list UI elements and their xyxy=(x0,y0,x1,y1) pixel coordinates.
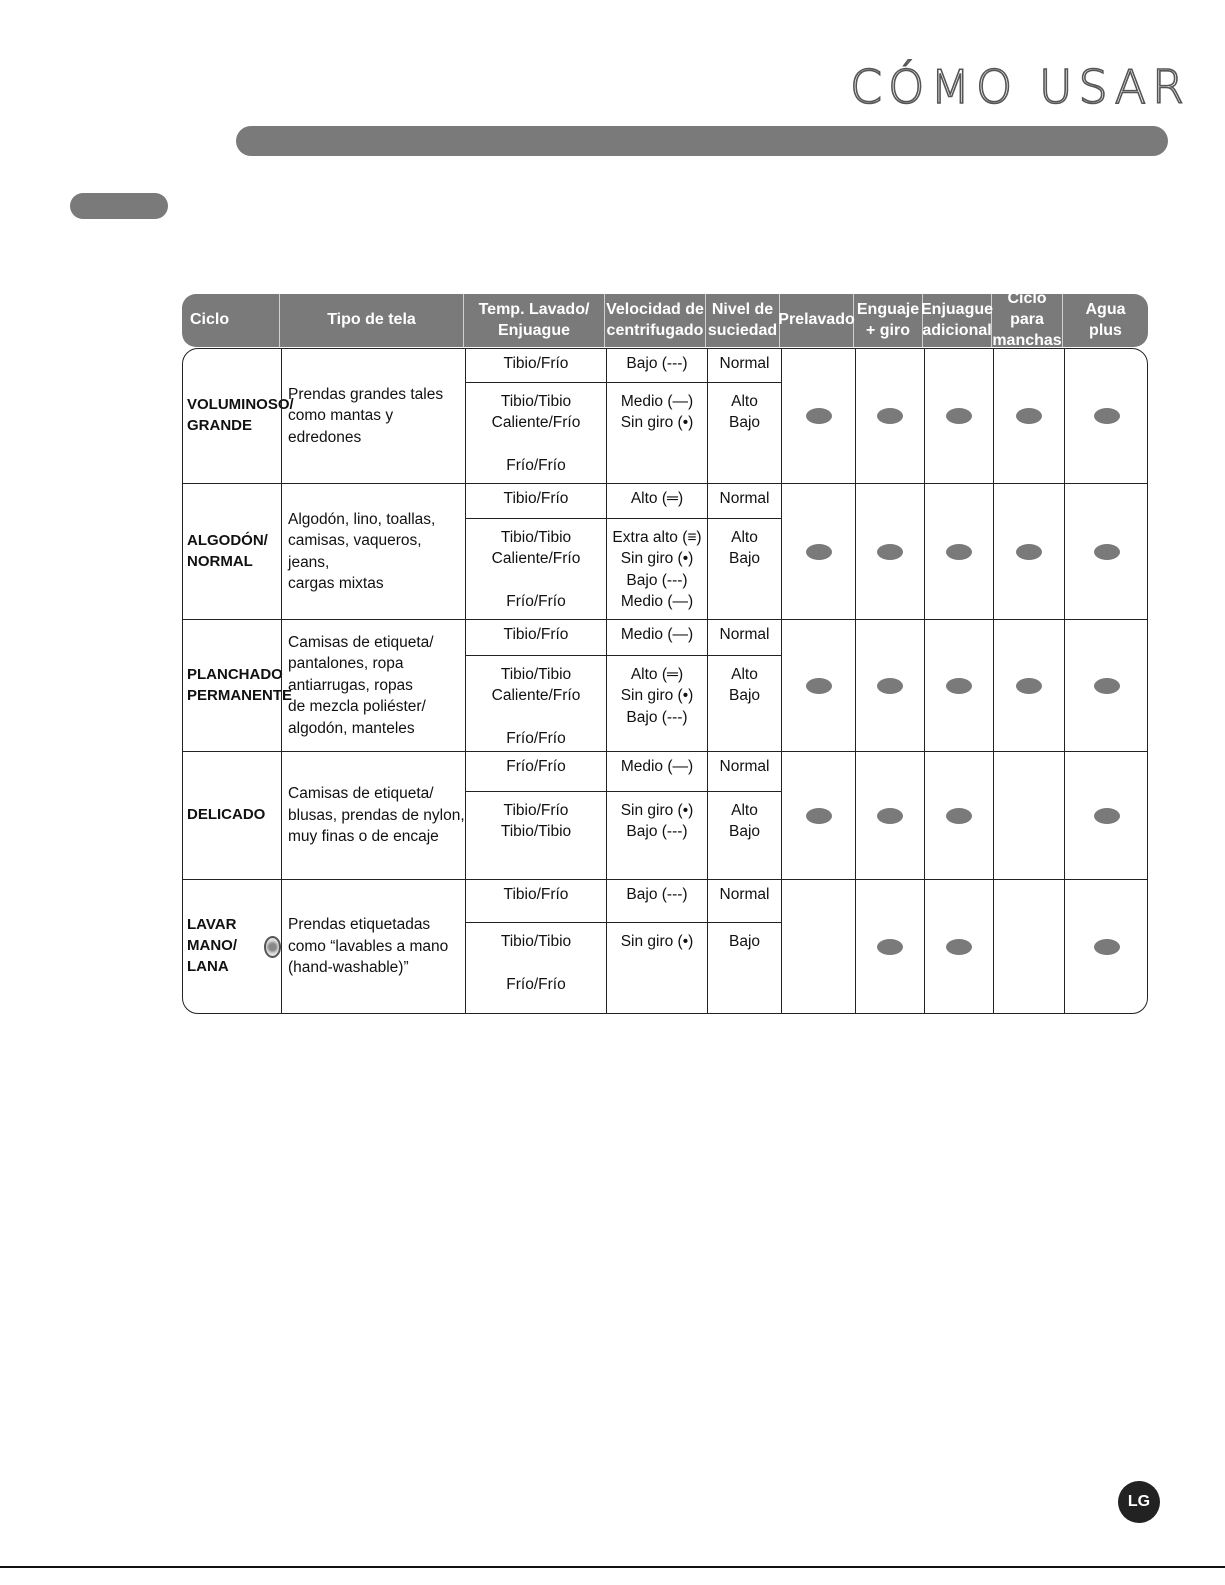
enjuague-adicional-cell xyxy=(924,349,993,483)
prelavado-cell xyxy=(781,880,855,1013)
enjuague-adicional-cell xyxy=(924,620,993,751)
prelavado-cell xyxy=(781,620,855,751)
spin-options: Alto (═) Sin giro (•) Bajo (---) xyxy=(607,655,707,752)
agua-plus-cell xyxy=(1064,880,1149,1013)
hand-wash-wool-icon xyxy=(264,936,281,958)
manchas-cell xyxy=(993,484,1064,619)
option-available-dot xyxy=(946,408,972,424)
header-vel: Velocidad de centrifugado xyxy=(605,294,706,347)
spin-cell xyxy=(606,620,707,751)
table-body xyxy=(182,348,1148,1014)
option-available-dot xyxy=(1094,808,1120,824)
agua-plus-cell xyxy=(1064,752,1149,879)
table-row xyxy=(183,349,1147,483)
fabric-type: Prendas etiquetadas como “lavables a mano (hand-washable)” xyxy=(281,880,465,1013)
cycle-name xyxy=(183,620,293,751)
header-ciclo: Ciclo xyxy=(182,294,280,347)
temp-options: Tibio/Tibio Frío/Frío xyxy=(466,922,606,1014)
option-available-dot xyxy=(806,808,832,824)
temp-cell xyxy=(465,620,606,751)
soil-cell xyxy=(707,752,781,879)
enjuague-adicional-cell xyxy=(924,484,993,619)
option-available-dot xyxy=(1094,408,1120,424)
temp-default: Tibio/Frío xyxy=(503,886,569,903)
temp-default: Tibio/Frío xyxy=(503,626,569,643)
manchas-cell xyxy=(993,620,1064,751)
cycle-label: PLANCHADO PERMANENTE xyxy=(187,665,293,704)
soil-default: Normal xyxy=(719,355,770,372)
soil-cell xyxy=(707,880,781,1013)
option-available-dot xyxy=(877,678,903,694)
option-available-dot xyxy=(946,678,972,694)
header-prelavado: Prelavado xyxy=(780,294,854,347)
temp-options: Tibio/Tibio Caliente/Frío Frío/Frío xyxy=(466,518,606,620)
soil-options: Bajo xyxy=(708,922,781,1014)
section-pill xyxy=(70,193,168,219)
temp-default: Tibio/Frío xyxy=(503,355,569,372)
header-nivel: Nivel de suciedad xyxy=(706,294,780,347)
soil-default: Normal xyxy=(719,886,770,903)
prelavado-cell xyxy=(781,752,855,879)
cycle-name xyxy=(183,484,281,619)
option-available-dot xyxy=(806,678,832,694)
header-enjuague-adicional: Enjuague adicional xyxy=(923,294,992,347)
soil-options: Alto Bajo xyxy=(708,382,781,483)
option-available-dot xyxy=(1094,939,1120,955)
soil-default: Normal xyxy=(719,626,770,643)
option-available-dot xyxy=(1016,678,1042,694)
option-available-dot xyxy=(877,544,903,560)
manchas-cell xyxy=(993,752,1064,879)
soil-cell xyxy=(707,484,781,619)
temp-default: Tibio/Frío xyxy=(503,490,569,507)
header-agua-plus: Agua plus xyxy=(1085,300,1126,339)
spin-options: Sin giro (•) Bajo (---) xyxy=(607,791,707,880)
temp-default: Frío/Frío xyxy=(506,758,566,775)
cycle-label: LAVAR MANO/ LANA xyxy=(187,916,237,975)
page-title: CÓMO USAR xyxy=(850,60,1190,114)
fabric-type: Prendas grandes tales como mantas y edredones xyxy=(281,349,465,483)
option-available-dot xyxy=(806,408,832,424)
soil-cell xyxy=(707,349,781,483)
cycle-label: ALGODÓN/ NORMAL xyxy=(187,531,268,570)
soil-default: Normal xyxy=(719,758,770,775)
option-available-dot xyxy=(877,408,903,424)
table-row xyxy=(183,751,1147,879)
spin-cell xyxy=(606,752,707,879)
enjuague-giro-cell xyxy=(855,620,924,751)
agua-plus-cell xyxy=(1064,620,1149,751)
prelavado-cell xyxy=(781,484,855,619)
spin-options: Sin giro (•) xyxy=(607,922,707,1014)
option-available-dot xyxy=(946,808,972,824)
prelavado-cell xyxy=(781,349,855,483)
manchas-cell xyxy=(993,880,1064,1013)
spin-options: Extra alto (≡) Sin giro (•) Bajo (---) Medio (—) xyxy=(607,518,707,620)
enjuague-giro-cell xyxy=(855,752,924,879)
spin-cell xyxy=(606,880,707,1013)
spin-cell xyxy=(606,484,707,619)
cycle-label: VOLUMINOSO/ GRANDE xyxy=(187,396,294,434)
cycle-name xyxy=(183,752,281,879)
temp-cell xyxy=(465,349,606,483)
footer-line xyxy=(0,1566,1225,1568)
table-header xyxy=(182,290,1148,349)
temp-options: Tibio/Tibio Caliente/Frío Frío/Frío xyxy=(466,382,606,483)
option-available-dot xyxy=(1016,544,1042,560)
spin-options: Medio (—) Sin giro (•) xyxy=(607,382,707,483)
fabric-type: Camisas de etiqueta/ blusas, prendas de nylon, muy finas o de encaje xyxy=(281,752,465,879)
soil-options: Alto Bajo xyxy=(708,791,781,880)
option-available-dot xyxy=(1094,678,1120,694)
temp-options: Tibio/Frío Tibio/Tibio xyxy=(466,791,606,880)
header-manchas: Ciclo para manchas xyxy=(992,290,1062,349)
option-available-dot xyxy=(946,939,972,955)
header-temp: Temp. Lavado/ Enjuague xyxy=(464,294,605,347)
temp-cell xyxy=(465,484,606,619)
enjuague-giro-cell xyxy=(855,484,924,619)
spin-default: Bajo (---) xyxy=(626,886,688,903)
option-available-dot xyxy=(1016,408,1042,424)
spin-default: Alto (═) xyxy=(630,490,684,507)
option-available-dot xyxy=(806,544,832,560)
spin-cell xyxy=(606,349,707,483)
agua-plus-cell xyxy=(1064,349,1149,483)
enjuague-giro-cell xyxy=(855,880,924,1013)
spin-default: Bajo (---) xyxy=(626,355,688,372)
option-available-dot xyxy=(1094,544,1120,560)
soil-default: Normal xyxy=(719,490,770,507)
option-available-dot xyxy=(877,808,903,824)
wash-cycle-table xyxy=(182,290,1148,1014)
temp-options: Tibio/Tibio Caliente/Frío Frío/Frío xyxy=(466,655,606,752)
enjuague-giro-cell xyxy=(855,349,924,483)
fabric-type: Algodón, lino, toallas, camisas, vaqueros, jeans, cargas mixtas xyxy=(281,484,465,619)
option-available-dot xyxy=(946,544,972,560)
header-enjuague-giro: Enguaje + giro xyxy=(854,294,923,347)
table-row xyxy=(183,879,1147,1013)
soil-options: Alto Bajo xyxy=(708,518,781,620)
cycle-label: DELICADO xyxy=(187,806,266,824)
spin-default: Medio (—) xyxy=(620,626,694,643)
temp-cell xyxy=(465,880,606,1013)
option-available-dot xyxy=(877,939,903,955)
cycle-name xyxy=(183,880,281,1013)
header-bar xyxy=(236,126,1168,156)
lg-logo: LG xyxy=(1118,1481,1160,1523)
header-tipo: Tipo de tela xyxy=(280,294,464,347)
enjuague-adicional-cell xyxy=(924,752,993,879)
soil-cell xyxy=(707,620,781,751)
enjuague-adicional-cell xyxy=(924,880,993,1013)
fabric-type: Camisas de etiqueta/ pantalones, ropa antiarrugas, ropas de mezcla poliéster/ algodón, manteles xyxy=(281,620,465,751)
cycle-name xyxy=(183,349,294,483)
spin-default: Medio (—) xyxy=(620,758,694,775)
agua-plus-cell xyxy=(1064,484,1149,619)
table-row xyxy=(183,483,1147,619)
soil-options: Alto Bajo xyxy=(708,655,781,752)
manchas-cell xyxy=(993,349,1064,483)
table-row xyxy=(183,619,1147,751)
temp-cell xyxy=(465,752,606,879)
